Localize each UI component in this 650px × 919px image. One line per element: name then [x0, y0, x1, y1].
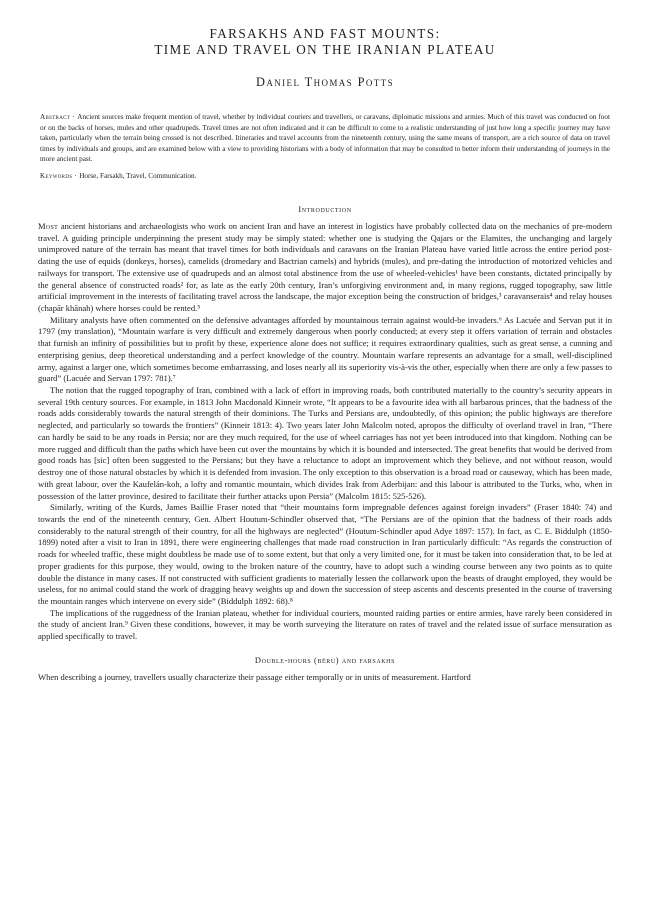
paragraph: Similarly, writing of the Kurds, James Baillie Fraser noted that “their mountains form impregnable defences against foreign invaders” (Fraser 1840: 74) and towards the end of the nineteenth century, Gen. Albert Houtum-Schindler observed that, “The Persians are of the opinion that the badness of their roads adds considerably to the natural strength of their country, for all the highways are neglected” (Houtum-Schindler apud Adye 1897: 157). In fact, as C. E. Biddulph (1850-1899) noted after a visit to Iran in 1891, there were engineering challenges that made road construction in Iran particularly difficult: “As regards the construction of roads for wheeled traffic, these might doubtless be made use of to some extent, but that only a very limited one, for it must be taken into consideration that, to be led at proper gradients for this purpose, they would, owing to the broken nature of the country, have to adopt such a winding course between any two points as to quite double the distance in many cases. If not constructed with sufficient gradients to materially lessen the collarwork upon the beasts of draught employed, they would be useless, for no animal could stand the work of dragging heavy weights up and down the succession of steep ascents and descents presented in the course of traversing the mountain ranges which intervene on every side” (Biddulph 1892: 68).⁸ — [38, 502, 612, 606]
paragraph: When describing a journey, travellers usually characterize their passage either temporally or in units of measurement. Hartford — [38, 671, 471, 682]
abstract-text: Ancient sources make frequent mention of travel, whether by individual couriers and travellers, or caravans, diplomatic missions and armies. Much of this travel was conducted on foot or on the backs of horses, mules and other quadrupeds. Travel times are not often indicated and it can be difficult to come to a realistic understanding of just how long a specific journey may have taken, particularly when the terrain being crossed is not described. Itineraries and travel accounts from the nineteenth century, using the same means of transport, are a rich source of data on travel times by individuals and groups, and are examined below with a view to providing historians with a body of information that may be consulted to better inform their understanding of journeys in the more ancient past. — [40, 113, 610, 164]
article-title — [34, 26, 616, 58]
paragraph — [38, 221, 612, 315]
keywords-label: Keywords · — [40, 171, 80, 180]
section-heading-double-hours: Double-hours (bēru) and farsakhs — [254, 655, 396, 665]
abstract-label: Abstract · — [40, 113, 78, 121]
abstract — [34, 112, 616, 165]
title-line-2: TIME AND TRAVEL ON THE IRANIAN PLATEAU — [154, 42, 496, 57]
paragraph: The implications of the ruggedness of the Iranian plateau, whether for individual couriers, mounted raiding parties or entire armies, have rarely been considered in the study of ancient Iran.⁹ Given these conditions, however, it may be worth surveying the literature on rates of travel and the related issue of surface mensuration as applied specifically to travel. — [38, 607, 612, 642]
keywords-text: Horse, Farsakh, Travel, Communication. — [79, 171, 197, 180]
paragraph: Military analysts have often commented on the defensive advantages afforded by mountainous terrain against would-be invaders.⁶ As Lacuée and Servan put it in 1797 (my translation), “Mountain warfare is very difficult and extremely dangerous when poorly conducted; at every step it offers variation of terrain and obstacles that furnish an infinity of possibilities but to profit by these, experience alone does not suffice; it requires extraordinary qualities, such as great sense, a cunning and enterprising genius, deep theoretical understanding and a perfect knowledge of the country. Mountain warfare represents an advantage for a small, well-disciplined army, against a larger one, which sometimes become embarrassing, and loses nearly all its superiority vis-à-vis the other, especially when there are only a few passes to guard” (Lacuée and Servan 1797: 781).⁷ — [38, 314, 612, 384]
paragraph-text: ancient historians and archaeologists who work on ancient Iran and have an interest in logistics have probably collected data on the mechanics of pre-modern travel. A guiding principle underpinning the present study may be simply stated: whether one is studying the Qajars or the Elamites, the unchanging and largely unimproved nature of the terrain has meant that travel times for both individuals and caravans on the Iranian Plateau have varied little across the entire period post-dating the use of equids (donkeys, horses), camelids (dromedary and Bactrian camels) and hybrids (mules), and pre-dating the introduction of motorized vehicles and railways for transport. The extensive use of quadrupeds and an almost total abstinence from the use of wheeled-vehicles¹ have been constants, dictated principally by the general absence of constructed roads² for, as late as the early 20th century, Iran’s unforgiving environment and, in many regions, rugged topography, saw little artificial improvement in the interests of facilitating travel across the landscape, the major exception being the construction of bridges,³ caravanserais⁴ and relay houses (chapār khānah) where horses could be rented.⁵ — [38, 220, 612, 313]
keywords — [34, 171, 616, 181]
paragraph-lead-word: Most — [38, 220, 59, 231]
section-heading-introduction: Introduction — [298, 204, 352, 214]
title-line-1: FARSAKHS AND FAST MOUNTS: — [209, 26, 441, 41]
introduction-body — [34, 221, 616, 643]
author-name: Daniel Thomas Potts — [256, 75, 394, 89]
double-hours-body — [34, 672, 616, 684]
paragraph: The notion that the rugged topography of Iran, combined with a lack of effort in improving roads, both contributed materially to the country’s security appears in several 19th century sources. For example, in 1813 John Macdonald Kinneir wrote, “It appears to be a favourite idea with all barbarous princes, that the badness of the roads adds considerably towards the natural strength of their dominions. The Turks and Persians are, undoubtedly, of this opinion; the public highways are therefore neglected, and particularly so towards the frontiers” (Kinneir 1813: 4). Two years later John Malcolm noted, apropos the difficulty of overland travel in Iran, “There can hardly be said to be any roads in Persia; nor are they much required, for the use of wheel carriages has not yet been introduced into that kingdom. Nothing can be more rugged and difficult than the paths which have been cut over the mountains by which it is bounded and intersected. The great benefits that would be derived from good roads has [sic] often been suggested to the Persians; but they have a reluctance to adopt an improvement which they believe, and not without reason, would destroy one of those natural obstacles by which it is defended from invasion. The only exception to this observation is a broad road or causeway, which has been made, with great labour, over the Kaufelán-koh, a lofty and romantic mountain, which divides Irak from Aderbijan: and this labour is attributed to the Turks, who, when in possession of the latter province, desired to facilitate their further attacks upon Persia” (Malcolm 1815: 525-526). — [38, 385, 612, 501]
